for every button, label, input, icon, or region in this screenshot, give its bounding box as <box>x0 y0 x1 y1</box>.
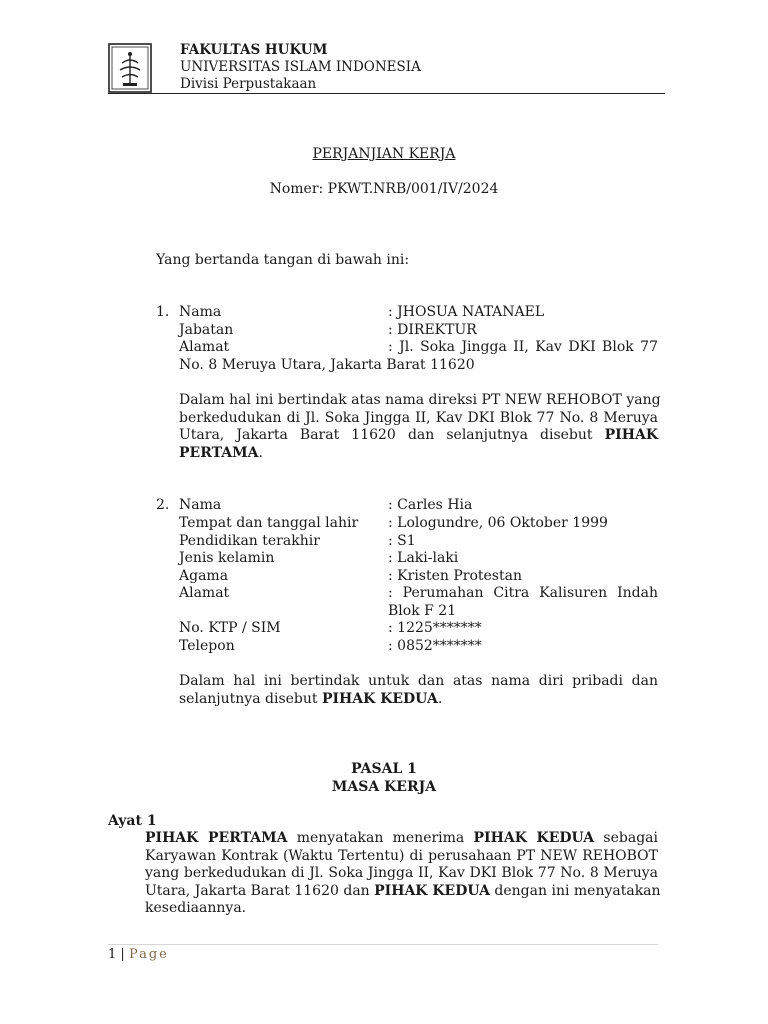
party1-address-continued: No. 8 Meruya Utara, Jakarta Barat 11620 <box>179 357 475 373</box>
ayat-line-1-text: menyatakan menerima <box>296 830 465 846</box>
ayat-line-2: Karyawan Kontrak (Waktu Tertentu) di perusahaan PT NEW REHOBOT <box>145 847 658 864</box>
ayat-line-1 <box>145 830 658 848</box>
university-logo-icon <box>108 43 152 93</box>
letterhead <box>180 42 421 93</box>
intro-text: Yang bertanda tangan di bawah ini: <box>156 252 410 268</box>
party2-address-continued: Blok F 21 <box>388 603 457 619</box>
pasal-name: MASA KERJA <box>331 779 437 795</box>
party2-name-label: Nama <box>179 497 222 513</box>
party1-number: 1. <box>156 304 170 320</box>
party2-paragraph <box>179 673 658 708</box>
party2-religion-label: Agama <box>179 568 229 584</box>
ayat-paragraph <box>145 830 661 918</box>
party1-position-value: : DIREKTUR <box>388 322 477 338</box>
party2-para-line-1: Dalam hal ini bertindak untuk dan atas nama diri pribadi dan <box>179 673 658 689</box>
party2-birth-label: Tempat dan tanggal lahir <box>179 515 359 531</box>
pertama-label: PERTAMA <box>179 444 259 461</box>
party1-para-line-3 <box>179 427 658 445</box>
footer-separator: | <box>116 947 129 962</box>
party2-id-value: : 1225******* <box>388 620 482 636</box>
party2-religion-value: : Kristen Protestan <box>388 568 522 584</box>
party1-para-line-1: Dalam hal ini bertindak atas nama direksi PT NEW REHOBOT yang <box>179 392 661 408</box>
party2-education-value: : S1 <box>388 533 416 549</box>
party2-name-value: : Carles Hia <box>388 497 473 513</box>
party2-education-label: Pendidikan terakhir <box>179 533 320 549</box>
ayat-label: Ayat 1 <box>108 813 157 829</box>
ayat-line-4 <box>145 882 661 901</box>
ayat-line-1-end: sebagai <box>603 830 658 846</box>
party2-phone-value: : 0852******* <box>388 638 482 654</box>
pihak-label: PIHAK <box>604 427 658 444</box>
faculty-name: FAKULTAS HUKUM <box>180 42 328 58</box>
party1-para-line-2: berkedudukan di Jl. Soka Jingga II, Kav DKI Blok 77 No. 8 Meruya <box>179 409 658 426</box>
pihak-pertama-label: PIHAK PERTAMA <box>145 830 288 846</box>
letterhead-divider <box>108 93 665 94</box>
division-name: Divisi Perpustakaan <box>180 76 317 92</box>
ayat-line-4-text: Utara, Jakarta Barat 11620 dan <box>145 882 370 899</box>
party1-paragraph <box>179 392 661 462</box>
footer-divider <box>108 944 658 945</box>
ayat-line-3: yang berkedudukan di Jl. Soka Jingga II, Kav DKI Blok 77 No. 8 Meruya <box>145 865 658 882</box>
party2-gender-value: : Laki-laki <box>388 550 459 566</box>
party2-birth-value: : Lologundre, 06 Oktober 1999 <box>388 515 608 531</box>
party1-address-label: Alamat <box>179 339 230 355</box>
party1-name-value: : JHOSUA NATANAEL <box>388 304 545 320</box>
ayat-line-5: kesediaannya. <box>145 900 247 917</box>
party1-para-period: . <box>258 444 263 461</box>
pihak-kedua-label-2: PIHAK KEDUA <box>374 882 490 899</box>
party2-para-period: . <box>437 690 443 707</box>
pasal-number: PASAL 1 <box>351 761 417 777</box>
party2-gender-label: Jenis kelamin <box>179 550 275 566</box>
party2-number: 2. <box>156 497 170 513</box>
document-title: PERJANJIAN KERJA <box>312 146 456 162</box>
party2-address-value: : Perumahan Citra Kalisuren Indah <box>388 585 658 601</box>
party2-phone-label: Telepon <box>179 638 235 654</box>
party2-para-line-2-text: selanjutnya disebut <box>179 690 318 707</box>
party1-address-value: : Jl. Soka Jingga II, Kav DKI Blok 77 <box>388 339 658 355</box>
ayat-line-4-end: dengan ini menyatakan <box>494 882 661 899</box>
party2-para-line-2 <box>179 691 658 709</box>
party1-position-label: Jabatan <box>179 322 234 338</box>
party2-address-label: Alamat <box>179 585 230 601</box>
document-number: Nomer: PKWT.NRB/001/IV/2024 <box>269 181 499 197</box>
party2-id-label: No. KTP / SIM <box>179 620 281 636</box>
page-number: 1 <box>108 947 117 962</box>
university-name: UNIVERSITAS ISLAM INDONESIA <box>180 59 421 75</box>
page-word: Page <box>128 947 169 962</box>
page-footer <box>108 947 169 962</box>
pihak-kedua-label: PIHAK KEDUA <box>321 690 438 707</box>
pihak-kedua-label: PIHAK KEDUA <box>473 830 595 846</box>
party1-para-line-4 <box>179 445 658 463</box>
party1-name-label: Nama <box>179 304 222 320</box>
party1-para-line-3-text: Utara, Jakarta Barat 11620 dan selanjutnya disebut <box>179 427 593 444</box>
